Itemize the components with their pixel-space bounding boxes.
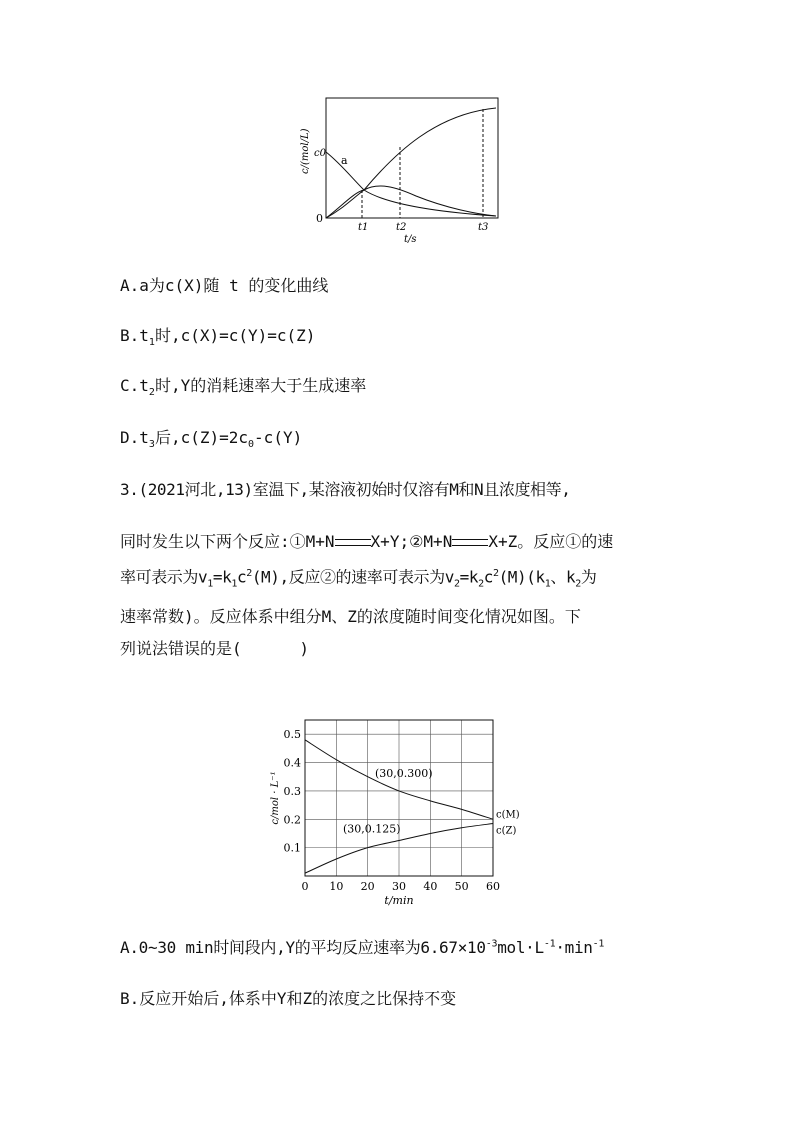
chart1-curve-a [326,152,496,216]
q2-option-d-pre: D.t [120,428,149,447]
q3-option-a-mid: mol·L [497,938,544,957]
chart2-ytick-label: 0.3 [283,784,301,798]
q3-line-2 [120,526,680,558]
q3-l3g: (M)(k [498,567,545,587]
q3-l3s5: 1 [544,578,551,590]
q3-l3p2: 2 [492,568,499,579]
chart2-series-label: c(M) [496,809,520,821]
q2-option-a-text: A.a为c(X)随 t 的变化曲线 [120,276,329,295]
chart1-xtick-t2: t2 [396,222,407,233]
q2-option-d-sub: 3 [148,439,155,451]
chart1-xtick-t1: t1 [358,222,369,233]
q3-option-a-mid2: ·min [555,938,593,957]
q3-line-2b: X+Y;②M+N [370,532,453,551]
q3-option-b-text: B.反应开始后,体系中Y和Z的浓度之比保持不变 [120,989,457,1008]
chart2-ytick-label: 0.5 [283,728,301,742]
q3-line-3 [120,558,680,601]
q3-l3b: =k [212,567,232,587]
q2-option-d [120,425,302,450]
q2-option-c-pre: C.t [120,376,149,395]
chart2-ytick-label: 0.1 [283,841,301,855]
q2-option-c-post: 时,Y的消耗速率大于生成速率 [154,376,367,395]
chart-2 [268,700,530,910]
q3-option-a-sup2: -1 [543,938,556,950]
q2-option-d-sub2: 0 [248,439,255,451]
chart1-curve-intermediate [326,186,496,218]
chart2-annotation: (30,0.125) [343,822,401,836]
q3-line-1: 3.(2021河北,13)室温下,某溶液初始时仅溶有M和N且浓度相等, [120,480,571,499]
q3-l3i: 为 [580,567,597,587]
q3-line-2a: 同时发生以下两个反应:①M+N [120,532,335,551]
q3-l3s2: 1 [231,578,237,590]
q2-option-a [120,273,328,296]
q2-option-d-post: -c(Y) [254,428,303,447]
chart1-curve-rising [326,108,496,218]
q3-l3a: 率可表示为v [120,567,208,587]
chart2-xtick-label: 0 [301,880,309,893]
chart2-xtick-label: 60 [486,880,500,893]
chart-1 [296,92,506,244]
chart1-xtick-t3: t3 [478,222,489,233]
q2-option-c [120,373,366,398]
q3-l3s6: 2 [575,578,581,590]
q3-option-a-pre: A.0~30 min时间段内,Y的平均反应速率为6.67×10 [120,938,486,957]
q3-l3s1: 1 [207,578,213,590]
chart1-ytick-c0: c0 [314,148,326,159]
q3-line-2c: X+Z。反应①的速 [488,532,614,551]
q3-l3e: =k [459,567,479,587]
q2-option-b [120,323,315,348]
q3-option-a-sup3: -1 [592,938,605,950]
chart2-xlabel: t/min [384,894,414,907]
chart1-label-a: a [341,154,348,167]
q3-line-5: 列说法错误的是( ) [120,638,310,658]
q3-option-a [120,935,604,958]
chart1-ytick-0: 0 [316,212,323,225]
q2-option-b-sub: 1 [148,337,155,349]
chart2-ytick-label: 0.4 [283,756,301,770]
chart2-ytick-label: 0.2 [283,813,301,827]
q2-option-d-mid: 后,c(Z)=2c [154,428,249,447]
q3-equals-1 [335,539,371,546]
q3-l3s4: 2 [478,578,484,590]
chart2-xtick-label: 30 [392,880,406,893]
chart1-xlabel: t/s [404,234,417,244]
q3-l3c: c [236,567,247,587]
q3-option-a-sup1: -3 [485,938,498,950]
q3-l3p: 2 [246,568,252,579]
chart2-series-label: c(Z) [496,825,517,837]
chart2-xtick-label: 50 [454,880,469,893]
chart2-xtick-label: 40 [423,880,438,893]
q3-option-b [120,986,456,1009]
q3-l3f: c [483,567,493,587]
q2-option-c-sub: 2 [148,387,155,399]
chart2-ylabel: c/mol · L⁻¹ [270,771,281,825]
q3-equals-2 [452,539,488,546]
chart2-xtick-label: 20 [360,880,375,893]
q3-l3s3: 2 [453,578,460,590]
q3-stem [120,474,680,665]
q2-option-b-post: 时,c(X)=c(Y)=c(Z) [154,326,316,345]
q3-l3d: (M),反应②的速率可表示为v [251,567,454,587]
chart2-annotation: (30,0.300) [375,766,433,780]
q3-l3h: 、k [550,567,576,587]
chart1-ylabel: c/(mol/L) [300,128,311,174]
chart2-xtick-label: 10 [329,880,344,893]
q3-line-4: 速率常数)。反应体系中组分M、Z的浓度随时间变化情况如图。下 [120,606,581,626]
q2-option-b-pre: B.t [120,326,149,345]
